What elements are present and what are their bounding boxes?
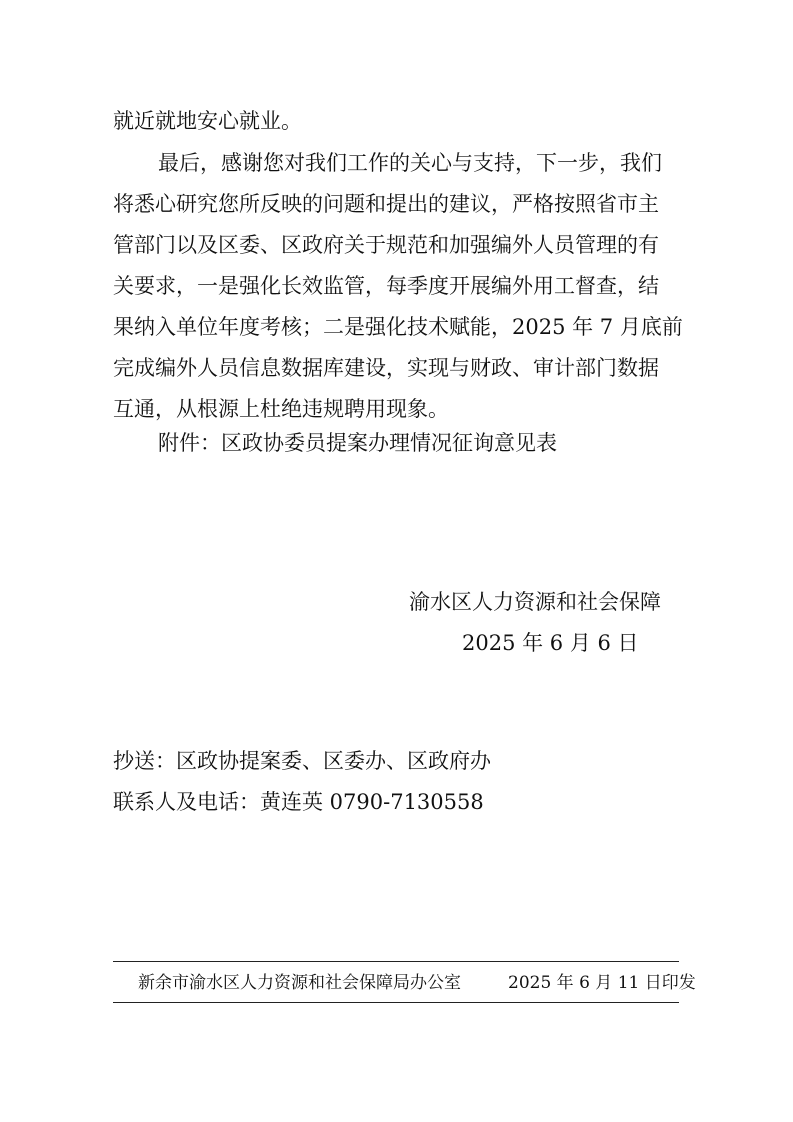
closing-line-7: 互通，从根源上杜绝违规聘用现象。	[113, 397, 449, 421]
closing-line-3: 管部门以及区委、区政府关于规范和加强编外人员管理的有	[113, 233, 659, 257]
footer-bottom-rule	[113, 1002, 679, 1003]
closing-line-1: 最后，感谢您对我们工作的关心与支持，下一步，我们	[158, 151, 662, 175]
closing-line-6: 完成编外人员信息数据库建设，实现与财政、审计部门数据	[113, 356, 659, 380]
signature-org: 渝水区人力资源和社会保障	[409, 590, 661, 614]
closing-line-5: 果纳入单位年度考核；二是强化技术赋能，2025 年 7 月底前	[113, 315, 683, 339]
attachment-line: 附件：区政协委员提案办理情况征询意见表	[158, 431, 557, 455]
closing-line-2: 将悉心研究您所反映的问题和提出的建议，严格按照省市主	[113, 192, 659, 216]
cc-line: 抄送：区政协提案委、区委办、区政府办	[113, 749, 491, 773]
contact-line: 联系人及电话：黄连英 0790-7130558	[113, 790, 484, 814]
footer-top-rule	[113, 961, 679, 962]
footer-issuer: 新余市渝水区人力资源和社会保障局办公室	[138, 973, 461, 993]
signature-date: 2025 年 6 月 6 日	[462, 631, 639, 655]
body-continuation: 就近就地安心就业。	[113, 109, 302, 133]
footer-issue-date: 2025 年 6 月 11 日印发	[508, 973, 696, 993]
closing-line-4: 关要求，一是强化长效监管，每季度开展编外用工督查，结	[113, 274, 659, 298]
